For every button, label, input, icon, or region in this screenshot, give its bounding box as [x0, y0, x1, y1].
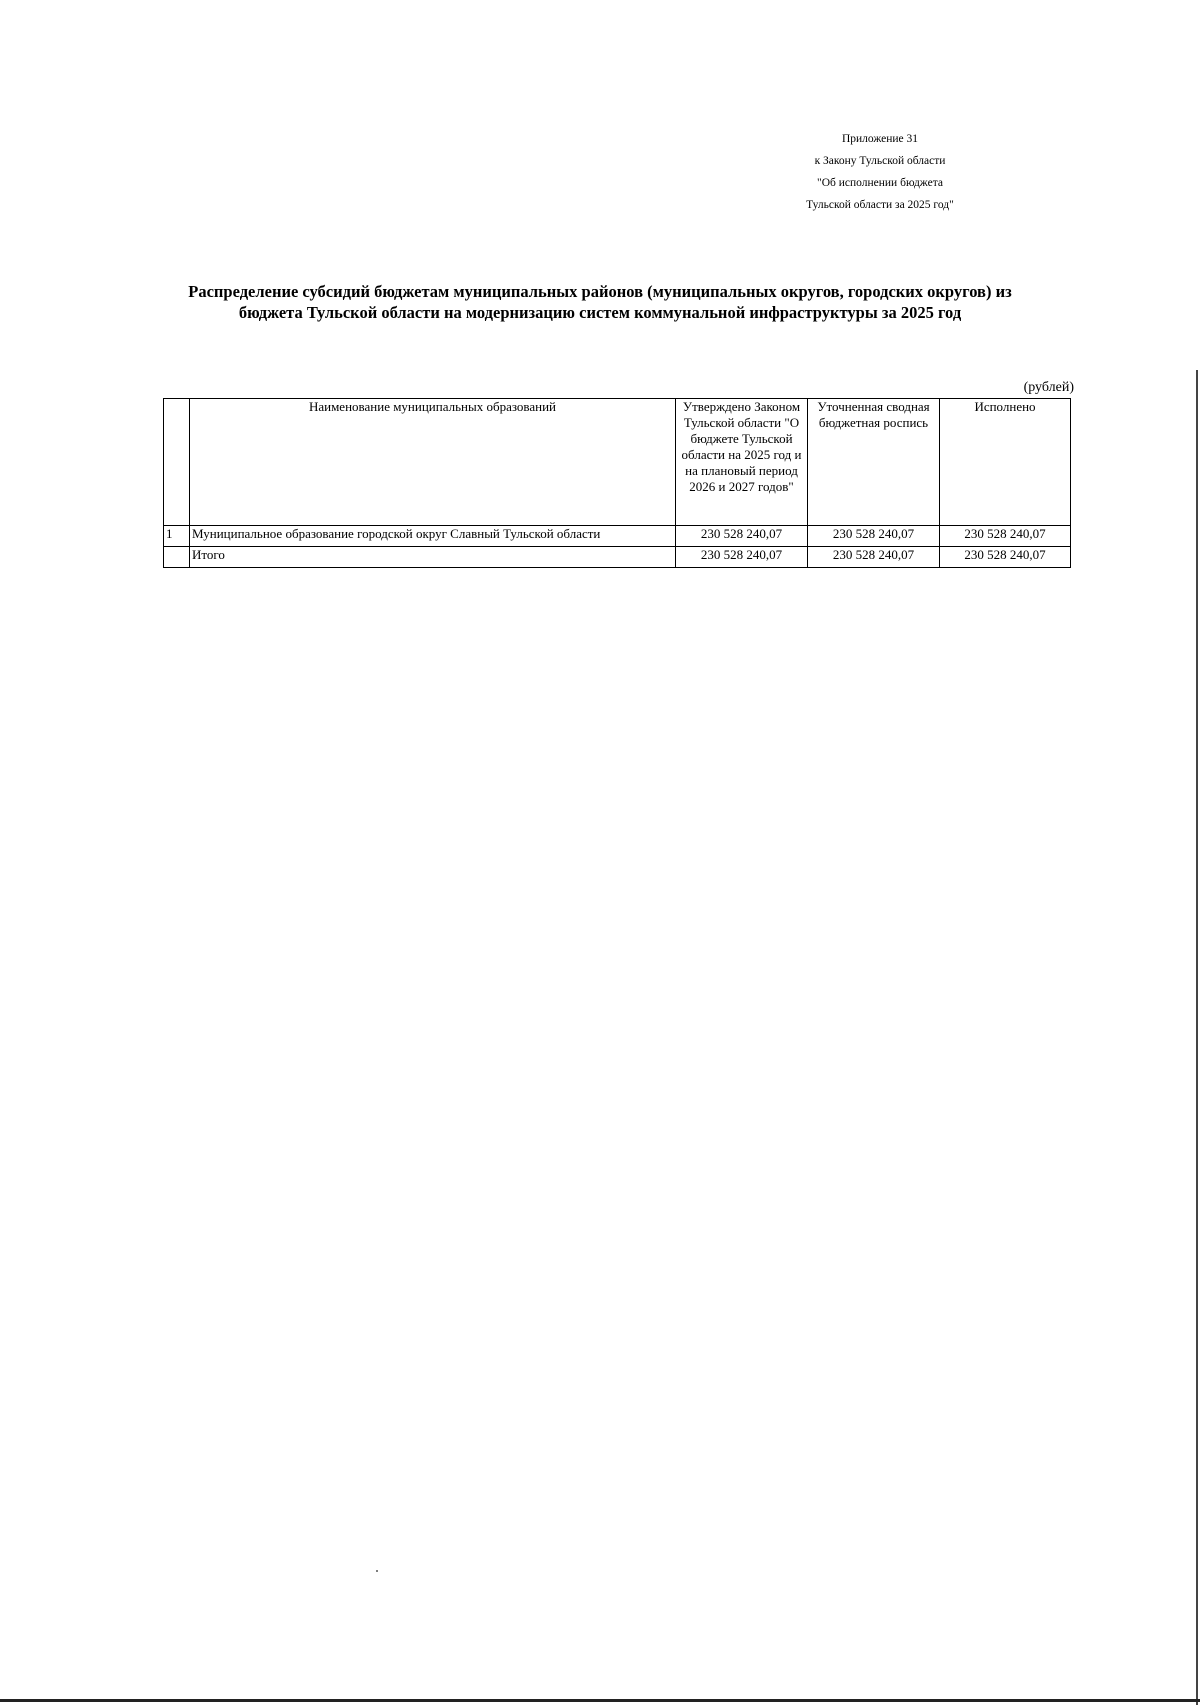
total-num	[164, 547, 190, 568]
total-revised: 230 528 240,07	[808, 547, 940, 568]
header-num-cell	[164, 399, 190, 526]
total-row	[164, 547, 1071, 568]
document-title	[150, 281, 1050, 323]
header-executed: Исполнено	[940, 399, 1071, 526]
header-name: Наименование муниципальных образований	[190, 399, 676, 526]
title-line: бюджета Тульской области на модернизацию систем коммунальной инфраструктуры за 2025 год	[238, 303, 962, 322]
row-executed: 230 528 240,07	[940, 526, 1071, 547]
appendix-line: "Об исполнении бюджета	[817, 177, 943, 189]
subsidy-table	[163, 398, 1071, 568]
scan-speck	[376, 1570, 378, 1572]
scan-edge-bottom	[0, 1699, 1200, 1702]
appendix-note	[760, 128, 1000, 216]
row-revised: 230 528 240,07	[808, 526, 940, 547]
total-approved: 230 528 240,07	[676, 547, 808, 568]
appendix-line: к Закону Тульской области	[814, 155, 946, 167]
appendix-line: Тульской области за 2025 год"	[806, 199, 954, 211]
row-num: 1	[164, 526, 190, 547]
total-label: Итого	[190, 547, 676, 568]
table-header-row	[164, 399, 1071, 526]
unit-label: (рублей)	[1023, 380, 1074, 395]
header-approved: Утверждено Законом Тульской области "О бюджете Тульской области на 2025 год и на плановый период 2026 и 2027 годов"	[676, 399, 808, 526]
title-line: Распределение субсидий бюджетам муниципальных районов (муниципальных округов, городских округов) из	[188, 282, 1012, 301]
header-revised: Уточненная сводная бюджетная роспись	[808, 399, 940, 526]
table-row	[164, 526, 1071, 547]
row-name: Муниципальное образование городской округ Славный Тульской области	[190, 526, 676, 547]
total-executed: 230 528 240,07	[940, 547, 1071, 568]
appendix-line: Приложение 31	[841, 133, 919, 145]
row-approved: 230 528 240,07	[676, 526, 808, 547]
scan-edge-right	[1196, 370, 1198, 1705]
